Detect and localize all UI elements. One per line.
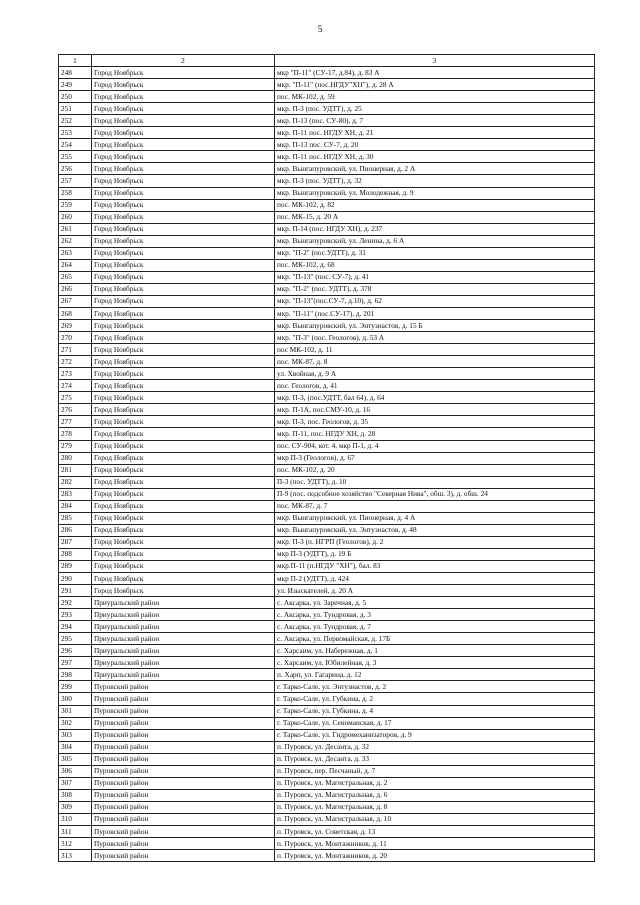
municipality-cell: Город Ноябрьск [92, 139, 275, 151]
table-row [59, 115, 595, 127]
row-number: 282 [59, 476, 92, 488]
address-cell: п. Пуровск, ул. Магистральная, д. 10 [275, 813, 595, 825]
row-number: 250 [59, 91, 92, 103]
table-row [59, 524, 595, 536]
table-row [59, 705, 595, 717]
table-row [59, 416, 595, 428]
table-row [59, 139, 595, 151]
row-number: 304 [59, 741, 92, 753]
municipality-cell: Пуровский район [92, 838, 275, 850]
table-row [59, 476, 595, 488]
row-number: 256 [59, 163, 92, 175]
table-row [59, 428, 595, 440]
address-cell: п. Харп, ул. Гагарина, д. 12 [275, 669, 595, 681]
table-row [59, 765, 595, 777]
table-row [59, 187, 595, 199]
table-row [59, 332, 595, 344]
municipality-cell: Город Ноябрьск [92, 476, 275, 488]
table-row [59, 404, 595, 416]
municipality-cell: Пуровский район [92, 705, 275, 717]
table-row [59, 67, 595, 79]
municipality-cell: Город Ноябрьск [92, 500, 275, 512]
municipality-cell: Город Ноябрьск [92, 320, 275, 332]
table-row [59, 199, 595, 211]
municipality-cell: Город Ноябрьск [92, 356, 275, 368]
column-header-address: 3 [275, 55, 595, 67]
address-cell: пос. МК-102, д. 68 [275, 259, 595, 271]
address-cell: п. Пуровск, пер. Песчаный, д. 7 [275, 765, 595, 777]
row-number: 269 [59, 320, 92, 332]
row-number: 255 [59, 151, 92, 163]
municipality-cell: Пуровский район [92, 765, 275, 777]
municipality-cell: Город Ноябрьск [92, 151, 275, 163]
row-number: 281 [59, 464, 92, 476]
row-number: 294 [59, 621, 92, 633]
municipality-cell: Город Ноябрьск [92, 187, 275, 199]
address-cell: с. Аксарка, ул. Заречная, д. 5 [275, 597, 595, 609]
row-number: 254 [59, 139, 92, 151]
municipality-cell: Город Ноябрьск [92, 560, 275, 572]
row-number: 302 [59, 717, 92, 729]
row-number: 286 [59, 524, 92, 536]
row-number: 300 [59, 693, 92, 705]
municipality-cell: Город Ноябрьск [92, 247, 275, 259]
table-row [59, 488, 595, 500]
row-number: 295 [59, 633, 92, 645]
municipality-cell: Город Ноябрьск [92, 199, 275, 211]
row-number: 259 [59, 199, 92, 211]
table-row [59, 368, 595, 380]
table-row [59, 320, 595, 332]
row-number: 309 [59, 801, 92, 813]
table-row [59, 356, 595, 368]
table-row [59, 693, 595, 705]
table-row [59, 79, 595, 91]
row-number: 251 [59, 103, 92, 115]
municipality-cell: Пуровский район [92, 729, 275, 741]
table-row [59, 500, 595, 512]
table-row [59, 801, 595, 813]
row-number: 313 [59, 850, 92, 862]
municipality-cell: Пуровский район [92, 789, 275, 801]
municipality-cell: Город Ноябрьск [92, 67, 275, 79]
address-cell: мкр. П-11 пос. НГДУ ХН, д. 21 [275, 127, 595, 139]
row-number: 298 [59, 669, 92, 681]
row-number: 310 [59, 813, 92, 825]
row-number: 265 [59, 271, 92, 283]
page-number: 5 [317, 24, 323, 34]
address-cell: мкр П-3 (УДТТ), д. 19 Б [275, 548, 595, 560]
table-row [59, 536, 595, 548]
row-number: 262 [59, 235, 92, 247]
municipality-cell: Пуровский район [92, 850, 275, 862]
row-number: 261 [59, 223, 92, 235]
municipality-cell: Город Ноябрьск [92, 295, 275, 307]
address-cell: с. Аксарка, ул. Первомайская, д. 17Б [275, 633, 595, 645]
address-cell: мкр. Вынгапуровский, ул. Молодежная, д. 9 [275, 187, 595, 199]
municipality-cell: Город Ноябрьск [92, 392, 275, 404]
municipality-cell: Город Ноябрьск [92, 175, 275, 187]
table-row [59, 597, 595, 609]
row-number: 271 [59, 344, 92, 356]
municipality-cell: Город Ноябрьск [92, 585, 275, 597]
municipality-cell: Город Ноябрьск [92, 512, 275, 524]
row-number: 283 [59, 488, 92, 500]
municipality-cell: Пуровский район [92, 717, 275, 729]
address-cell: пос. МК-102, д. 20 [275, 464, 595, 476]
table-row [59, 717, 595, 729]
row-number: 276 [59, 404, 92, 416]
address-cell: г. Тарко-Сале, ул. Энтузиастов, д. 2 [275, 681, 595, 693]
address-cell: мкр. "П-2" (пос. УДТТ), д. 378 [275, 283, 595, 295]
address-cell: пос. МК-87, д. 7 [275, 500, 595, 512]
row-number: 263 [59, 247, 92, 259]
municipality-cell: Город Ноябрьск [92, 573, 275, 585]
address-cell: п. Пуровск, ул. Магистральная, д. 2 [275, 777, 595, 789]
table-row [59, 681, 595, 693]
address-cell: пос. МК-87, д. 8 [275, 356, 595, 368]
address-cell: мкр. П-3 (п. НГРП (Геологов), д. 2 [275, 536, 595, 548]
row-number: 311 [59, 826, 92, 838]
address-cell: мкр. П-3, (пос.УДТТ, бал 64), д. 64 [275, 392, 595, 404]
municipality-cell: Город Ноябрьск [92, 344, 275, 356]
row-number: 252 [59, 115, 92, 127]
row-number: 308 [59, 789, 92, 801]
row-number: 277 [59, 416, 92, 428]
address-cell: п. Пуровск, ул. Десанта, д. 33 [275, 753, 595, 765]
table-row [59, 585, 595, 597]
municipality-cell: Приуральский район [92, 609, 275, 621]
column-header-number: 1 [59, 55, 92, 67]
municipality-cell: Город Ноябрьск [92, 452, 275, 464]
row-number: 264 [59, 259, 92, 271]
municipality-cell: Приуральский район [92, 621, 275, 633]
address-cell: мкр. Вынгапуровский, ул. Пионерная, д. 2 А [275, 163, 595, 175]
municipality-cell: Город Ноябрьск [92, 440, 275, 452]
address-cell: П-3 (пос. УДТТ), д. 10 [275, 476, 595, 488]
address-cell: с. Харсаим, ул. Набережная, д. 1 [275, 645, 595, 657]
row-number: 293 [59, 609, 92, 621]
table-row [59, 235, 595, 247]
address-cell: мкр. П-13 пос. СУ-7, д. 20 [275, 139, 595, 151]
address-cell: п. Пуровск, ул. Магистральная, д. 6 [275, 789, 595, 801]
municipality-cell: Город Ноябрьск [92, 464, 275, 476]
row-number: 296 [59, 645, 92, 657]
municipality-cell: Пуровский район [92, 753, 275, 765]
municipality-cell: Город Ноябрьск [92, 211, 275, 223]
table-row [59, 247, 595, 259]
table-row [59, 633, 595, 645]
table-row [59, 645, 595, 657]
table-row [59, 151, 595, 163]
municipality-cell: Город Ноябрьск [92, 235, 275, 247]
address-cell: мкр. Вынгапуровский, ул. Пионерная, д. 4 А [275, 512, 595, 524]
address-cell: мкр. Вынгапуровский, ул. Энтузиастов, д. 48 [275, 524, 595, 536]
row-number: 306 [59, 765, 92, 777]
address-cell: мкр. Вынгапуровский, ул. Ленина, д. 6 А [275, 235, 595, 247]
row-number: 275 [59, 392, 92, 404]
address-cell: г. Тарко-Сале, ул. Сеноманская, д. 17 [275, 717, 595, 729]
row-number: 253 [59, 127, 92, 139]
housing-register-table [58, 54, 595, 862]
row-number: 291 [59, 585, 92, 597]
municipality-cell: Город Ноябрьск [92, 79, 275, 91]
row-number: 299 [59, 681, 92, 693]
municipality-cell: Пуровский район [92, 681, 275, 693]
address-cell: мкр "П-11" (СУ-17, д.84), д. 83 А [275, 67, 595, 79]
table-row [59, 91, 595, 103]
row-number: 289 [59, 560, 92, 572]
address-cell: г. Тарко-Сале, ул. Гидромеханизаторов, д. 9 [275, 729, 595, 741]
municipality-cell: Пуровский район [92, 801, 275, 813]
municipality-cell: Город Ноябрьск [92, 259, 275, 271]
municipality-cell: Город Ноябрьск [92, 416, 275, 428]
municipality-cell: Приуральский район [92, 645, 275, 657]
address-cell: мкр. "П-11" (пос.СУ-17), д. 201 [275, 307, 595, 319]
table-row [59, 283, 595, 295]
row-number: 268 [59, 307, 92, 319]
row-number: 285 [59, 512, 92, 524]
municipality-cell: Город Ноябрьск [92, 404, 275, 416]
table-row [59, 657, 595, 669]
table-row [59, 163, 595, 175]
row-number: 257 [59, 175, 92, 187]
table-row [59, 777, 595, 789]
municipality-cell: Город Ноябрьск [92, 103, 275, 115]
row-number: 274 [59, 380, 92, 392]
table-row [59, 464, 595, 476]
address-cell: г. Тарко-Сале, ул. Губкина, д. 4 [275, 705, 595, 717]
table-row [59, 813, 595, 825]
row-number: 260 [59, 211, 92, 223]
table-row [59, 271, 595, 283]
row-number: 297 [59, 657, 92, 669]
row-number: 270 [59, 332, 92, 344]
address-cell: мкр. "П-11" (пос.НГДУ"ХН"), д. 28 А [275, 79, 595, 91]
municipality-cell: Город Ноябрьск [92, 127, 275, 139]
address-cell: мкр. П-3 (пос. УДТТ), д. 32 [275, 175, 595, 187]
row-number: 278 [59, 428, 92, 440]
municipality-cell: Город Ноябрьск [92, 163, 275, 175]
municipality-cell: Город Ноябрьск [92, 91, 275, 103]
row-number: 279 [59, 440, 92, 452]
table-header-row [59, 55, 595, 67]
row-number: 292 [59, 597, 92, 609]
table-row [59, 259, 595, 271]
row-number: 284 [59, 500, 92, 512]
address-cell: п. Пуровск, ул. Советская, д. 13 [275, 826, 595, 838]
municipality-cell: Город Ноябрьск [92, 488, 275, 500]
address-cell: мкр. "П-13" (пос. СУ-7), д. 41 [275, 271, 595, 283]
table-row [59, 512, 595, 524]
table-row [59, 295, 595, 307]
row-number: 305 [59, 753, 92, 765]
address-cell: мкр.П-11 (п.НГДУ "ХН"), бал. 83 [275, 560, 595, 572]
row-number: 290 [59, 573, 92, 585]
table-row [59, 175, 595, 187]
address-cell: с. Аксарка, ул. Тундровая, д. 3 [275, 609, 595, 621]
table-row [59, 826, 595, 838]
row-number: 312 [59, 838, 92, 850]
table-row [59, 380, 595, 392]
table-row [59, 753, 595, 765]
row-number: 287 [59, 536, 92, 548]
municipality-cell: Пуровский район [92, 693, 275, 705]
municipality-cell: Приуральский район [92, 633, 275, 645]
table-row [59, 560, 595, 572]
row-number: 303 [59, 729, 92, 741]
table-row [59, 838, 595, 850]
table-row [59, 344, 595, 356]
municipality-cell: Город Ноябрьск [92, 271, 275, 283]
table-row [59, 621, 595, 633]
address-cell: мкр. П-14 (пос. НГДУ ХН), д. 237 [275, 223, 595, 235]
address-cell: мкр. "П-13"(пос.СУ-7, д.10), д. 62 [275, 295, 595, 307]
municipality-cell: Город Ноябрьск [92, 332, 275, 344]
address-cell: пос. МК-15, д. 20 А [275, 211, 595, 223]
table-row [59, 729, 595, 741]
address-cell: п. Пуровск, ул. Магистральная, д. 8 [275, 801, 595, 813]
municipality-cell: Город Ноябрьск [92, 115, 275, 127]
address-cell: ул. Хвойная, д. 9 А [275, 368, 595, 380]
table-row [59, 669, 595, 681]
row-number: 307 [59, 777, 92, 789]
address-cell: мкр. "П-3" (пос. Геологов), д. 53 А [275, 332, 595, 344]
address-cell: пос. МК-102, д. 82 [275, 199, 595, 211]
municipality-cell: Город Ноябрьск [92, 368, 275, 380]
table-row [59, 609, 595, 621]
municipality-cell: Город Ноябрьск [92, 380, 275, 392]
address-cell: мкр. "П-2" (пос.УДТТ), д. 31 [275, 247, 595, 259]
address-cell: мкр П-2 (УДТТ), д. 424 [275, 573, 595, 585]
address-cell: пос МК-102, д. 11 [275, 344, 595, 356]
municipality-cell: Город Ноябрьск [92, 524, 275, 536]
municipality-cell: Пуровский район [92, 826, 275, 838]
table-row [59, 392, 595, 404]
table-row [59, 452, 595, 464]
municipality-cell: Пуровский район [92, 741, 275, 753]
row-number: 267 [59, 295, 92, 307]
address-cell: ул. Изыскателей, д. 20 А [275, 585, 595, 597]
address-cell: П-9 (пос. подсобное хозяйство "Северная Нива", обш. 3), д. обш. 24 [275, 488, 595, 500]
municipality-cell: Город Ноябрьск [92, 283, 275, 295]
municipality-cell: Город Ноябрьск [92, 548, 275, 560]
address-cell: мкр. П-3 (пос. УДТТ), д. 25 [275, 103, 595, 115]
address-cell: п. Пуровск, ул. Монтажников, д. 11 [275, 838, 595, 850]
table-row [59, 211, 595, 223]
row-number: 249 [59, 79, 92, 91]
address-cell: с. Харсаим, ул. Юбилейная, д. 3 [275, 657, 595, 669]
address-cell: пос. СУ-904, кот. 4, мкр П-1, д. 4 [275, 440, 595, 452]
municipality-cell: Пуровский район [92, 777, 275, 789]
address-cell: пос. МК-102, д. 59 [275, 91, 595, 103]
table-row [59, 789, 595, 801]
address-cell: мкр. П-11 пос. НГДУ ХН, д. 30 [275, 151, 595, 163]
municipality-cell: Город Ноябрьск [92, 307, 275, 319]
address-cell: мкр. Вынгапуровский, ул. Энтузиастов, д. 15 Б [275, 320, 595, 332]
municipality-cell: Город Ноябрьск [92, 428, 275, 440]
address-cell: с. Аксарка, ул. Тундровая, д. 7 [275, 621, 595, 633]
address-cell: мкр. П-1А, пос.СМУ-10, д. 16 [275, 404, 595, 416]
table-row [59, 548, 595, 560]
table-row [59, 127, 595, 139]
municipality-cell: Приуральский район [92, 597, 275, 609]
row-number: 266 [59, 283, 92, 295]
municipality-cell: Приуральский район [92, 669, 275, 681]
row-number: 272 [59, 356, 92, 368]
table-row [59, 741, 595, 753]
municipality-cell: Город Ноябрьск [92, 223, 275, 235]
table-row [59, 103, 595, 115]
address-cell: мкр. П-11, пос. НГДУ ХН, д. 28 [275, 428, 595, 440]
table-row [59, 573, 595, 585]
table-row [59, 307, 595, 319]
address-cell: мкр. П-13 (пос. СУ-80), д. 7 [275, 115, 595, 127]
row-number: 248 [59, 67, 92, 79]
row-number: 273 [59, 368, 92, 380]
address-cell: п. Пуровск, ул. Десанта, д. 32 [275, 741, 595, 753]
address-cell: г. Тарко-Сале, ул. Губкина, д. 2 [275, 693, 595, 705]
table-row [59, 440, 595, 452]
address-cell: мкр. П-3, пос. Геологов, д. 35 [275, 416, 595, 428]
municipality-cell: Пуровский район [92, 813, 275, 825]
address-cell: п. Пуровск, ул. Монтажников, д. 20 [275, 850, 595, 862]
address-cell: пос. Геологов, д. 41 [275, 380, 595, 392]
row-number: 258 [59, 187, 92, 199]
column-header-municipality: 2 [92, 55, 275, 67]
table-row [59, 850, 595, 862]
municipality-cell: Приуральский район [92, 657, 275, 669]
table-body [59, 67, 595, 862]
table-row [59, 223, 595, 235]
address-cell: мкр П-3 (Геологов), д. 67 [275, 452, 595, 464]
municipality-cell: Город Ноябрьск [92, 536, 275, 548]
row-number: 280 [59, 452, 92, 464]
row-number: 301 [59, 705, 92, 717]
row-number: 288 [59, 548, 92, 560]
